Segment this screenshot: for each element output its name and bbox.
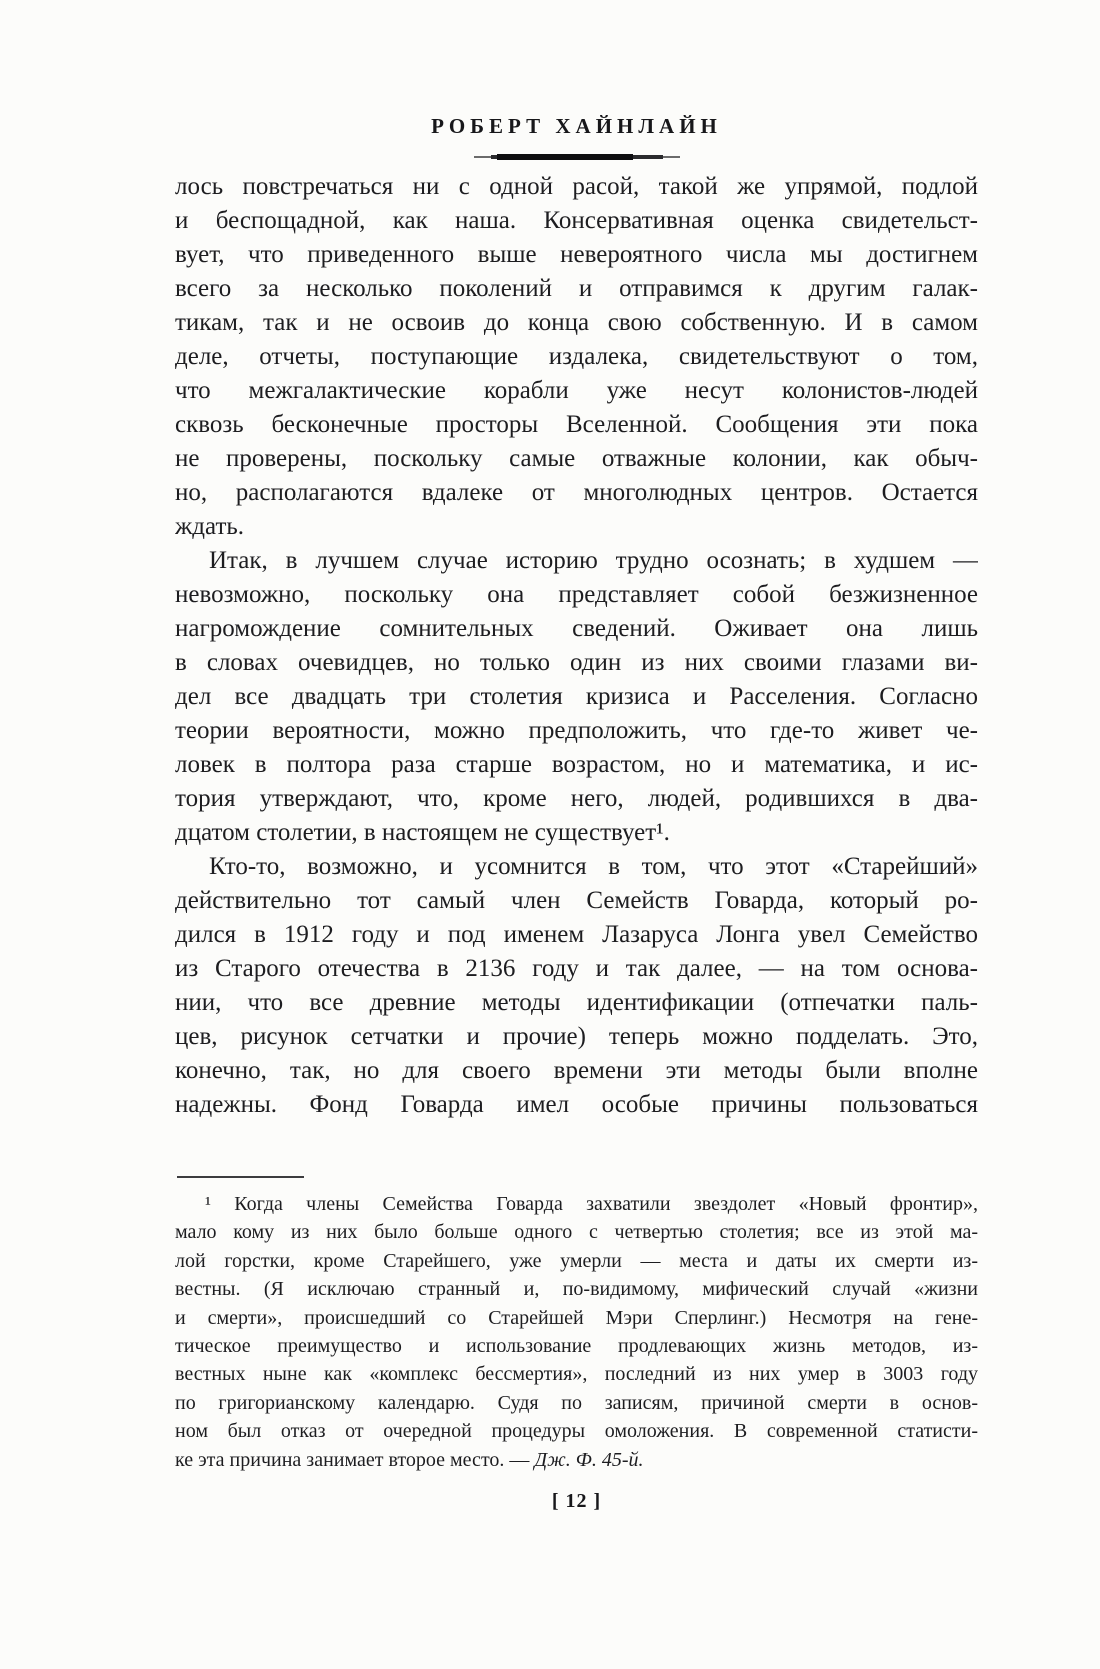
text-line: нии, что все древние методы идентификации (отпечатки паль- xyxy=(175,989,978,1016)
text-line: ном был отказ от очередной процедуры омоложения. В современной статисти- xyxy=(175,1420,978,1443)
text-line: цев, рисунок сетчатки и прочие) теперь можно подделать. Это, xyxy=(175,1023,978,1050)
text-line: лось повстречаться ни с одной расой, такой же упрямой, подлой xyxy=(175,173,978,200)
text-line: надежны. Фонд Говарда имел особые причины пользоваться xyxy=(175,1091,978,1118)
text-line: вестны. (Я исключаю странный и, по-видимому, мифический случай «жизни xyxy=(175,1278,978,1301)
text-line: лой горстки, кроме Старейшего, уже умерли — места и даты их смерти из- xyxy=(175,1249,978,1272)
footnote-lines xyxy=(175,1190,978,1446)
text-line: действительно тот самый член Семейств Говарда, который ро- xyxy=(175,887,978,914)
text-line: ждать. xyxy=(175,513,245,540)
text-line: дился в 1912 году и под именем Лазаруса Лонга увел Семейство xyxy=(175,921,978,948)
text-line: тория утверждают, что, кроме него, людей, родившихся в два- xyxy=(175,785,978,812)
text-line: что межгалактические корабли уже несут колонистов-людей xyxy=(175,377,978,404)
paragraph xyxy=(175,170,978,544)
header-ornament-rule xyxy=(175,152,978,162)
text-line: Кто-то, возможно, и усомнится в том, что этот «Старейший» xyxy=(209,853,978,880)
text-line: деле, отчеты, поступающие издалека, свидетельствуют о том, xyxy=(175,343,978,370)
text-line: сквозь бесконечные просторы Вселенной. Сообщения эти пока xyxy=(175,411,978,438)
text-line: ¹ Когда члены Семейства Говарда захватили звездолет «Новый фронтир», xyxy=(205,1193,978,1215)
footnote-signature-prefix: ке эта причина занимает второе место. — xyxy=(175,1448,535,1471)
text-line: в словах очевидцев, но только один из них своими глазами ви- xyxy=(175,649,978,676)
text-line: не проверены, поскольку самые отважные колонии, как обыч- xyxy=(175,445,978,472)
text-line: вестных ныне как «комплекс бессмертия», последний из них умер в 3003 году xyxy=(175,1363,978,1386)
text-line: тическое преимущество и использование продлевающих жизнь методов, из- xyxy=(175,1334,978,1357)
text-line: дцатом столетии, в настоящем не существует¹. xyxy=(175,819,670,846)
text-line: но, располагаются вдалеке от многолюдных центров. Остается xyxy=(175,479,978,506)
text-line: вует, что приведенного выше невероятного числа мы достигнем xyxy=(175,241,978,268)
paragraph xyxy=(175,850,978,1122)
ornament-core-line xyxy=(497,154,633,160)
body-text xyxy=(175,170,978,1122)
text-line: нагромождение сомнительных сведений. Оживает она лишь xyxy=(175,615,978,642)
footnote-separator-rule xyxy=(177,1176,304,1178)
text-line: дел все двадцать три столетия кризиса и Расселения. Согласно xyxy=(175,683,978,710)
text-line: тикам, так и не освоив до конца свою собственную. И в самом xyxy=(175,309,978,336)
footnote xyxy=(175,1190,978,1474)
text-line: всего за несколько поколений и отправимся к другим галак- xyxy=(175,275,978,302)
running-head: РОБЕРТ ХАЙНЛАЙН xyxy=(431,114,722,138)
text-line: Итак, в лучшем случае историю трудно осознать; в худшем — xyxy=(209,547,978,574)
text-line: мало кому из них было больше одного с четвертью столетия; все из этой ма- xyxy=(175,1221,978,1244)
footnote-signature: Дж. Ф. 45-й. xyxy=(534,1448,644,1471)
text-line: ловек в полтора раза старше возрастом, но и математика, и ис- xyxy=(175,751,978,778)
text-line: из Старого отечества в 2136 году и так далее, — на том основа- xyxy=(175,955,978,982)
text-line: по григорианскому календарю. Судя по записям, причиной смерти в основ- xyxy=(175,1391,978,1414)
page-number: [ 12 ] xyxy=(551,1490,602,1512)
text-line: и беспощадной, как наша. Консервативная оценка свидетельст- xyxy=(175,207,978,234)
text-line: теории вероятности, можно предположить, что где-то живет че- xyxy=(175,717,978,744)
text-line: конечно, так, но для своего времени эти методы были вполне xyxy=(175,1057,978,1084)
text-line: невозможно, поскольку она представляет собой безжизненное xyxy=(175,581,978,608)
paragraph xyxy=(175,544,978,850)
footnote-last-line xyxy=(175,1446,978,1474)
text-line: и смерти», происшедший со Старейшей Мэри Сперлинг.) Несмотря на гене- xyxy=(175,1306,978,1329)
